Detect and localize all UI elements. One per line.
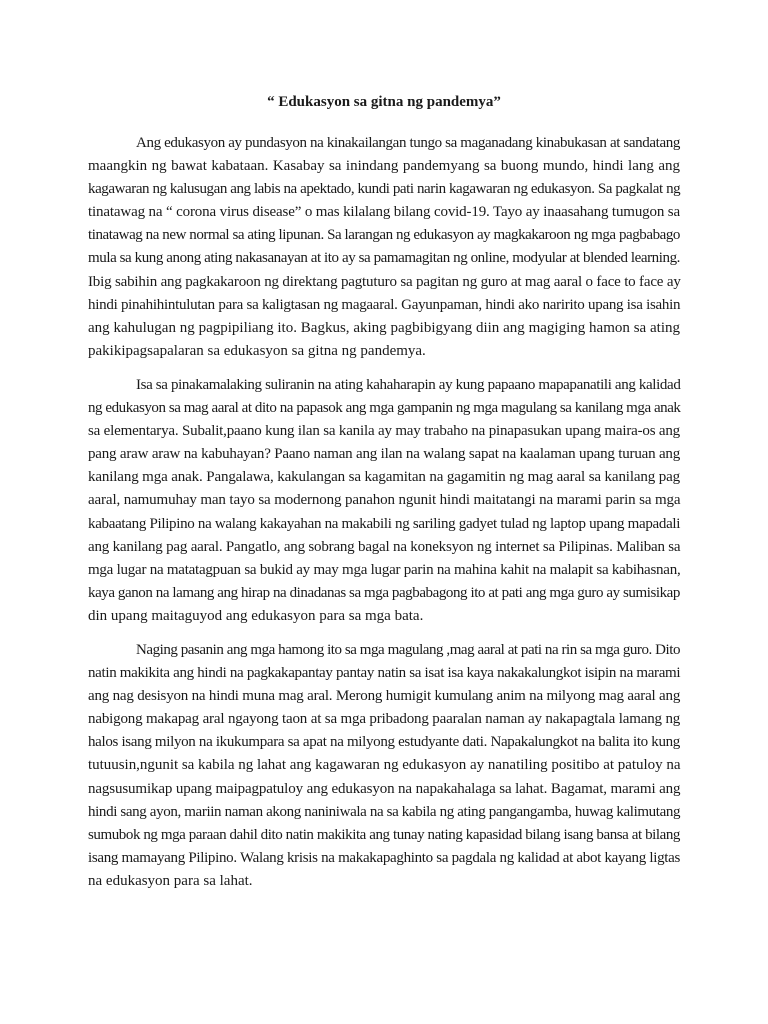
text-line: na edukasyon para sa lahat.	[88, 872, 253, 889]
text-line: sa elementarya. Subalit,paano kung ilan sa kanila ay may trabaho na pinapasukan upang maira-os ang	[88, 423, 680, 440]
paragraph-2	[88, 374, 680, 628]
text-line: kaya ganon na lamang ang hirap na dinadanas sa mga pagbabagong ito at pati ang mga guro ay sumisikap	[88, 584, 680, 601]
text-line: din upang maitaguyod ang edukasyon para sa mga bata.	[88, 607, 424, 624]
text-line: nagsusumikap upang maipagpatuloy ang edukasyon na napakahalaga sa lahat. Bagamat, marami ang	[88, 780, 681, 797]
text-line: pakikipagsapalaran sa edukasyon sa gitna ng pandemya.	[88, 342, 426, 359]
text-line: tinatawag na new normal sa ating lipunan. Sa larangan ng edukasyon ay magkakaroon ng mga pagbabago	[88, 227, 680, 244]
text-line: mga lugar na matatagpuan sa bukid ay may mga lugar parin na mahina kahit na malapit sa kabihasnan,	[88, 561, 681, 578]
text-line: ang kanilang pag aaral. Pangatlo, ang sobrang bagal na koneksyon ng internet sa Pilipinas. Maliban sa	[88, 538, 681, 555]
text-line: ang kahulugan ng pagpipiliang ito. Bagkus, aking pagbibigyang diin ang magiging hamon sa ating	[88, 319, 680, 336]
text-line: kabaatang Pilipino na walang kakayahan na makabili ng sariling gadyet tulad ng laptop upang mapadali	[88, 515, 681, 532]
paragraph-1	[88, 132, 680, 363]
paragraph-3	[88, 639, 680, 893]
text-line: tinatawag na “ corona virus disease” o mas kilalang bilang covid-19. Tayo ay inaasahang tumugon sa	[88, 204, 680, 221]
text-line: Isa sa pinakamalaking suliranin na ating kahaharapin ay kung papaano mapapanatili ang kalidad	[136, 376, 681, 393]
text-line: kagawaran ng kalusugan ang labis na apektado, kundi pati narin kagawaran ng edukasyon. Sa pagkalat ng	[88, 181, 681, 198]
document-title: “ Edukasyon sa gitna ng pandemya”	[267, 94, 501, 110]
document-body	[88, 132, 680, 893]
text-line: pang araw araw na kabuhayan? Paano naman ang ilan na walang sapat na kaalaman upang turuan ang	[88, 446, 680, 463]
text-line: nabigong makapag aral ngayong taon at sa mga pribadong paaralan naman ay nakapagtala lamang ng	[88, 711, 681, 728]
text-line: mula sa kung anong ating nakasanayan at ito ay sa pamamagitan ng online, modyular at blended learning.	[88, 250, 680, 267]
text-line: sumubok ng mga paraan dahil dito natin makikita ang tunay nating kapasidad bilang isang bansa at bilang	[88, 826, 680, 843]
text-line: ang nag desisyon na hindi muna mag aral. Merong humigit kumulang anim na milyong mag aaral ang	[88, 688, 681, 705]
text-line: maangkin ng bawat kabataan. Kasabay sa inindang pandemyang sa buong mundo, hindi lang ang	[88, 158, 680, 175]
text-line: kanilang mga anak. Pangalawa, kakulangan sa kagamitan na gagamitin ng mag aaral sa kanilang pag	[88, 469, 680, 486]
text-line: natin makikita ang hindi na pagkakapantay pantay natin sa isat isa kaya nakakalungkot isipin na marami	[88, 665, 681, 682]
text-line: hindi sang ayon, mariin naman akong naniniwala na sa kabila ng ating pangangamba, huwag kalimutang	[88, 803, 681, 820]
text-line: halos isang milyon na ikukumpara sa apat na milyong estudyante dati. Napakalungkot na balita ito kung	[88, 734, 680, 751]
text-line: ng edukasyon sa mag aaral at dito na papasok ang mga gampanin ng mga magulang sa kanilang mga anak	[88, 400, 681, 417]
text-line: Naging pasanin ang mga hamong ito sa mga magulang ,mag aaral at pati na rin sa mga guro. Dito	[136, 641, 680, 658]
text-line: isang mamayang Pilipino. Walang krisis na makakapaghinto sa pagdala ng kalidad at abot kayang ligtas	[88, 849, 680, 866]
text-line: aaral, namumuhay man tayo sa modernong panahon ngunit hindi maitatangi na marami parin sa mga	[88, 492, 681, 509]
text-line: Ibig sabihin ang pagkakaroon ng direktang pagtuturo sa pagitan ng guro at mag aaral o face to face ay	[88, 273, 681, 290]
text-line: Ang edukasyon ay pundasyon na kinakailangan tungo sa maganadang kinabukasan at sandatang	[136, 135, 680, 151]
text-line: hindi pinahihintulutan para sa kaligtasan ng magaaral. Gayunpaman, hindi ako naririto upang isa isahin	[88, 296, 681, 313]
text-line: tutuusin,ngunit sa kabila ng lahat ang kagawaran ng edukasyon ay nanatiling positibo at patuloy na	[88, 757, 681, 774]
